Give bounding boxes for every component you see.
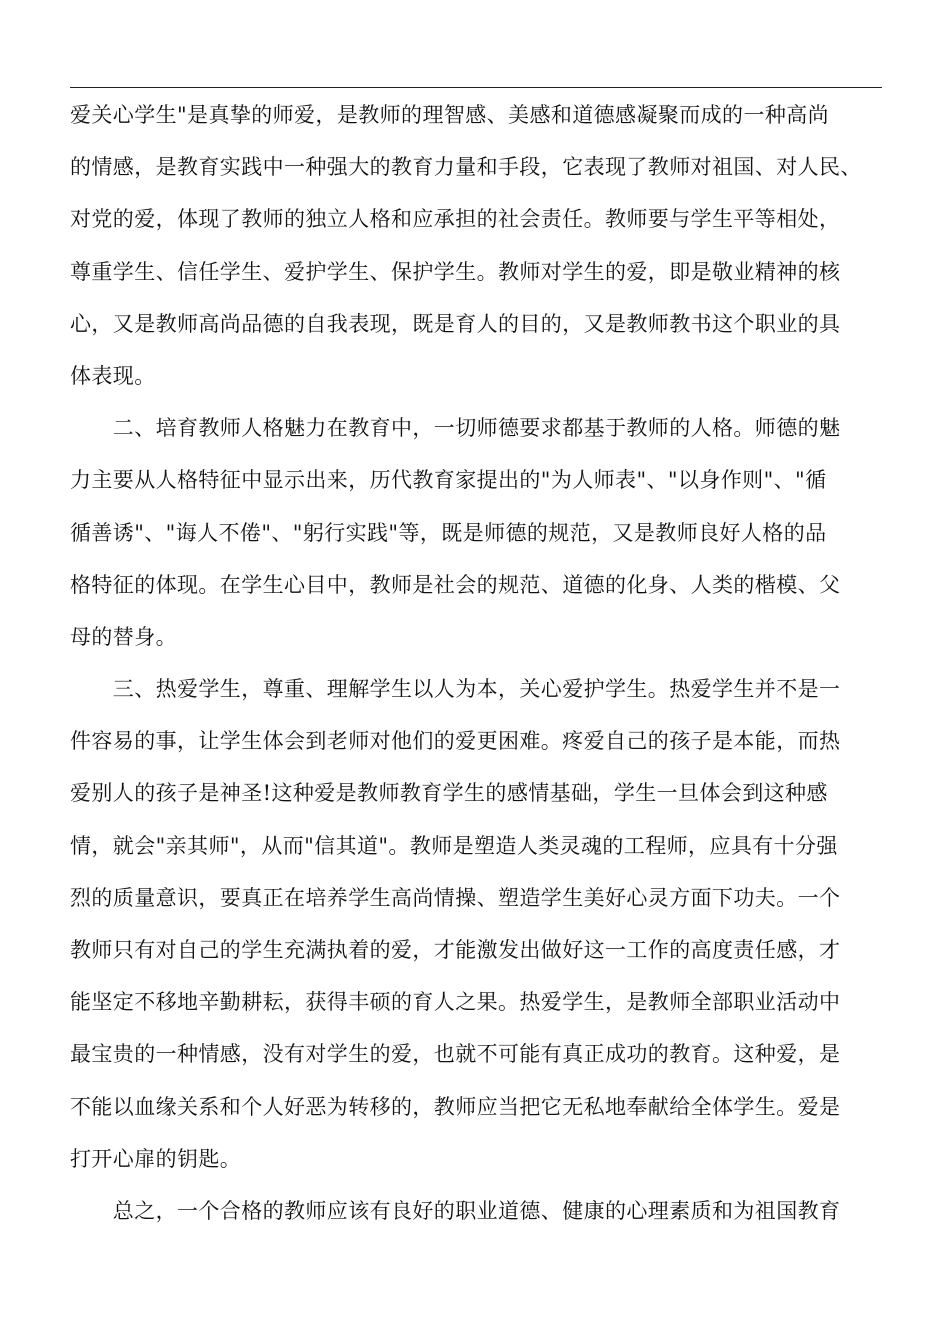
text-line: 尊重学生、信任学生、爱护学生、保护学生。教师对学生的爱，即是敬业精神的核 [70,259,841,284]
text-line: 对党的爱，体现了教师的独立人格和应承担的社会责任。教师要与学生平等相处， [70,207,841,232]
text-line: 力主要从人格特征中显示出来，历代教育家提出的"为人师表"、"以身作则"、"循 [70,468,827,493]
text-line: 最宝贵的一种情感，没有对学生的爱，也就不可能有真正成功的教育。这种爱，是 [70,1042,841,1067]
text-line: 情，就会"亲其师"，从而"信其道"。教师是塑造人类灵魂的工程师，应具有十分强 [70,833,838,858]
header-rule [70,87,882,88]
text-line: 总之，一个合格的教师应该有良好的职业道德、健康的心理素质和为祖国教育 [70,1198,841,1223]
text-line: 母的替身。 [70,624,177,649]
text-line: 心，又是教师高尚品德的自我表现，既是育人的目的，又是教师教书这个职业的具 [70,311,841,336]
text-line: 循善诱"、"诲人不倦"、"躬行实践"等，既是师德的规范，又是教师良好人格的品 [70,520,827,545]
text-line: 教师只有对自己的学生充满执着的爱，才能激发出做好这一工作的高度责任感，才 [70,938,841,962]
body-text [70,89,882,1237]
text-line: 的情感，是教育实践中一种强大的教育力量和手段，它表现了教师对祖国、对人民、 [70,155,862,180]
text-line: 件容易的事，让学生体会到老师对他们的爱更困难。疼爱自己的孩子是本能，而热 [70,729,841,754]
text-line: 三、热爱学生，尊重、理解学生以人为本，关心爱护学生。热爱学生并不是一 [70,677,841,702]
text-line: 能坚定不移地辛勤耕耘，获得丰硕的育人之果。热爱学生，是教师全部职业活动中 [70,990,841,1015]
text-line: 体表现。 [70,363,156,388]
text-line: 格特征的体现。在学生心目中，教师是社会的规范、道德的化身、人类的楷模、父 [70,572,841,597]
text-line: 打开心扉的钥匙。 [70,1146,242,1171]
text-line: 烈的质量意识，要真正在培养学生高尚情操、塑造学生美好心灵方面下功夫。一个 [70,885,841,910]
paragraph-conclusion [70,1185,882,1237]
text-line: 不能以血缘关系和个人好恶为转移的，教师应当把它无私地奉献给全体学生。爱是 [70,1094,841,1119]
text-line: 爱关心学生"是真挚的师爱，是教师的理智感、美感和道德感凝聚而成的一种高尚 [70,103,830,127]
paragraph-section-two [70,402,882,663]
paragraph-love-students [70,89,882,402]
text-line: 爱别人的孩子是神圣!这种爱是教师教育学生的感情基础，学生一旦体会到这种感 [70,781,828,806]
text-line: 二、培育教师人格魅力在教育中，一切师德要求都基于教师的人格。师德的魅 [70,416,841,441]
paragraph-section-three [70,663,882,1185]
